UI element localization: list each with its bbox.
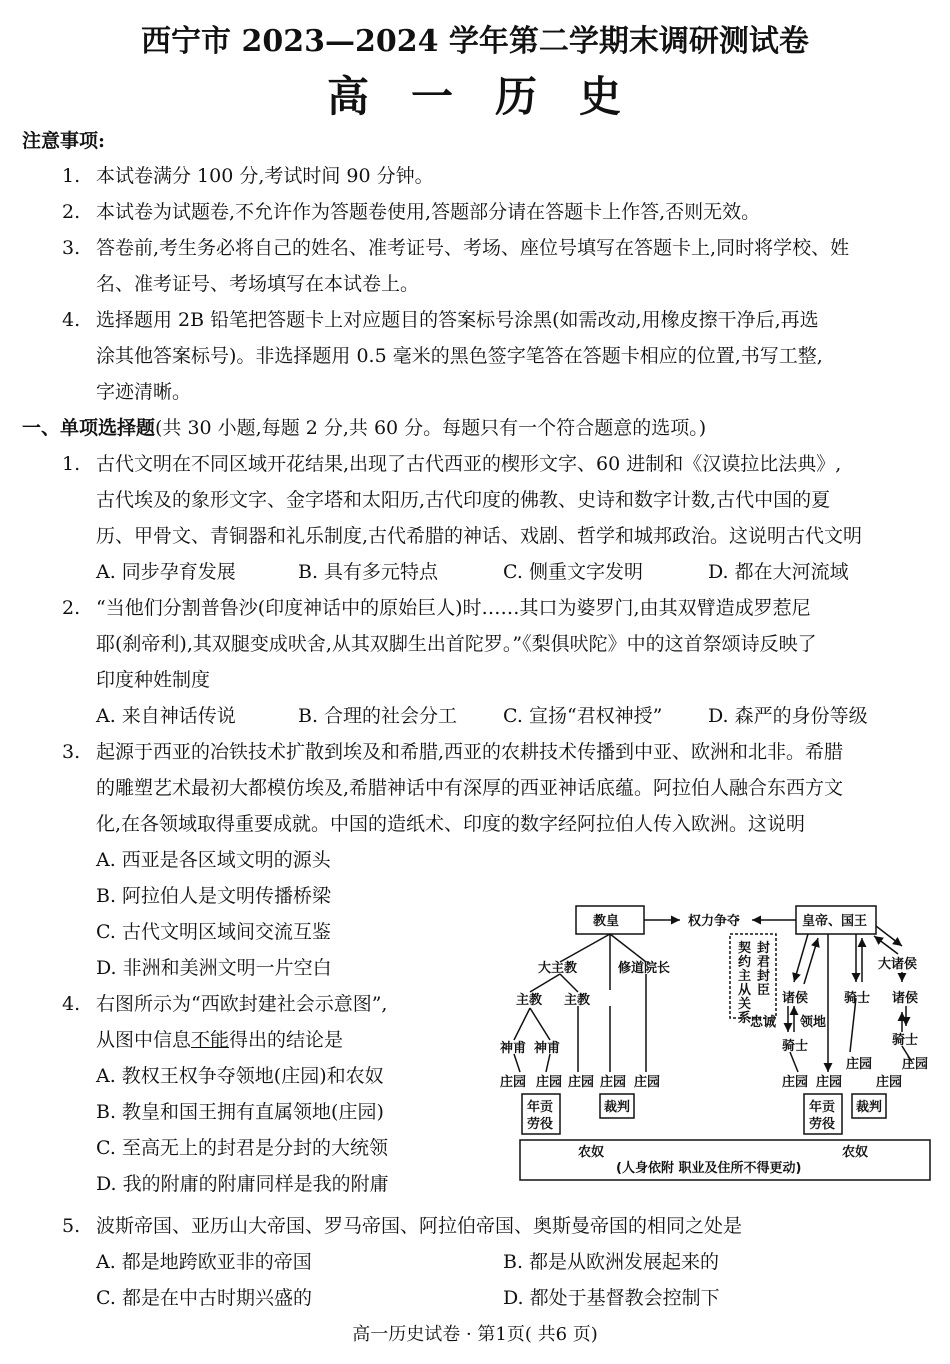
corvee-label: 劳役 — [527, 1117, 554, 1132]
manor-label: 庄园 — [816, 1075, 843, 1090]
option-b: B. 阿拉伯人是文明传播桥梁 — [96, 885, 332, 907]
svg-text:主: 主 — [738, 969, 752, 984]
judgment-label: 裁判 — [604, 1100, 631, 1115]
priest-label: 神甫 — [534, 1041, 561, 1056]
option-d: D. 森严的身份等级 — [708, 705, 868, 727]
tribute-label: 年贡 — [527, 1100, 554, 1115]
knight-label: 骑士 — [782, 1039, 809, 1054]
power-struggle-label: 权力争夺 — [688, 914, 741, 929]
serf-label: 农奴 — [842, 1145, 869, 1160]
tree-line — [610, 934, 646, 962]
vassal-arrow — [794, 934, 808, 982]
notice-item-cont: 名、准考证号、考场填写在本试卷上。 — [96, 273, 420, 295]
svg-text:契: 契 — [738, 941, 752, 956]
lord-label: 诸侯 — [892, 991, 919, 1006]
svg-text:关: 关 — [738, 997, 752, 1012]
tree-line — [530, 974, 560, 992]
notice-item: 3. 答卷前,考生务必将自己的姓名、准考证号、考场、座位号填写在答题卡上,同时将学校、姓 — [62, 237, 850, 259]
option-d: D. 非洲和美洲文明一片空白 — [96, 957, 332, 979]
question-4: 4. 右图所示为“西欧封建社会示意图”, — [62, 993, 388, 1015]
option-c: C. 古代文明区域间交流互鉴 — [96, 921, 331, 943]
option-a: A. 同步孕育发展 — [96, 561, 236, 583]
page-footer: 高一历史试卷 · 第1页( 共6 页) — [352, 1324, 598, 1345]
question-1: 1. 古代文明在不同区域开花结果,出现了古代西亚的楔形文字、60 进制和《汉谟拉比法典》, — [62, 453, 842, 475]
tree-line — [514, 1054, 520, 1072]
question-3: 3. 起源于西亚的冶铁技术扩散到埃及和希腊,西亚的农耕技术传播到中亚、欧洲和北非。希腊 — [62, 741, 844, 763]
big-lord-arrow — [874, 936, 898, 954]
manor-label: 庄园 — [902, 1057, 929, 1072]
tree-line — [850, 998, 856, 1052]
option-b: B. 合理的社会分工 — [298, 705, 458, 727]
manor-label: 庄园 — [846, 1057, 873, 1072]
question-line: 化,在各领域取得重要成就。中国的造纸术、印度的数字经阿拉伯人传入欧洲。这说明 — [96, 813, 806, 835]
option-b: B. 教皇和国王拥有直属领地(庄园) — [96, 1101, 384, 1123]
option-a: A. 教权王权争夺领地(庄园)和农奴 — [96, 1065, 384, 1087]
loyalty-label: 忠诚 — [750, 1015, 777, 1030]
manor-label: 庄园 — [634, 1075, 661, 1090]
notice-heading: 注意事项: — [22, 130, 106, 152]
knight-label: 骑士 — [892, 1033, 919, 1048]
bishop-label: 主教 — [564, 993, 591, 1008]
question-line: 印度种姓制度 — [96, 669, 211, 691]
manor-label: 庄园 — [568, 1075, 595, 1090]
option-c: C. 侧重文字发明 — [503, 561, 643, 583]
tree-line — [560, 974, 578, 992]
lord-label: 诸侯 — [782, 991, 809, 1006]
tree-line — [514, 1008, 530, 1040]
svg-text:封: 封 — [757, 969, 771, 984]
subject-title: 高一历史 — [326, 72, 663, 121]
svg-text:约: 约 — [738, 955, 752, 970]
question-line: 历、甲骨文、青铜器和礼乐制度,古代希腊的神话、戏剧、哲学和城邦政治。这说明古代文明 — [96, 525, 863, 547]
section-heading: 一、单项选择题(共 30 小题,每题 2 分,共 60 分。每题只有一个符合题意的选项。) — [22, 417, 707, 439]
big-lord-label: 大诸侯 — [878, 957, 918, 972]
option-a: A. 来自神话传说 — [96, 705, 236, 727]
exam-title: 西宁市 2023—2024 学年第二学期末调研测试卷 — [141, 24, 809, 59]
notice-item: 2. 本试卷为试题卷,不允许作为答题卷使用,答题部分请在答题卡上作答,否则无效。 — [62, 201, 761, 223]
notice-item-cont: 字迹清晰。 — [96, 381, 192, 403]
option-c: C. 至高无上的封君是分封的大统领 — [96, 1137, 388, 1159]
svg-text:系: 系 — [738, 1011, 752, 1026]
svg-text:从: 从 — [738, 983, 752, 998]
manor-label: 庄园 — [600, 1075, 627, 1090]
option-c: C. 宣扬“君权神授” — [503, 705, 663, 727]
serf-label: 农奴 — [578, 1145, 605, 1160]
option-c: C. 都是在中古时期兴盛的 — [96, 1287, 312, 1309]
svg-text:君: 君 — [757, 955, 771, 970]
notice-item-cont: 涂其他答案标号)。非选择题用 0.5 毫米的黑色签字笔答在答题卡相应的位置,书写工整, — [96, 345, 823, 367]
notice-item: 4. 选择题用 2B 铅笔把答题卡上对应题目的答案标号涂黑(如需改动,用橡皮擦干净后,再选 — [62, 309, 819, 331]
manor-label: 庄园 — [500, 1075, 527, 1090]
bishop-label: 主教 — [516, 993, 543, 1008]
question-2: 2. “当他们分割普鲁沙(印度神话中的原始巨人)时……其口为婆罗门,由其双臂造成罗惹尼 — [62, 597, 811, 619]
judgment-label: 裁判 — [856, 1100, 883, 1115]
question-line: 古代埃及的象形文字、金字塔和太阳历,古代印度的佛教、史诗和数字计数,古代中国的夏 — [96, 489, 831, 511]
knight-label: 骑士 — [844, 991, 871, 1006]
svg-text:臣: 臣 — [757, 983, 771, 998]
tree-line — [530, 1008, 550, 1040]
tree-line — [546, 1054, 550, 1072]
option-d: D. 都处于基督教会控制下 — [503, 1287, 720, 1309]
serf-note: (人身依附 职业及住所不得更动) — [616, 1161, 802, 1176]
option-d: D. 我的附庸的附庸同样是我的附庸 — [96, 1173, 389, 1195]
notice-item: 1. 本试卷满分 100 分,考试时间 90 分钟。 — [62, 165, 434, 187]
fief-label: 领地 — [800, 1015, 827, 1030]
question-line: 从图中信息不能得出的结论是 — [96, 1029, 344, 1051]
manor-label: 庄园 — [876, 1075, 903, 1090]
svg-text:封: 封 — [757, 941, 771, 956]
archbishop-label: 大主教 — [538, 961, 578, 976]
option-b: B. 都是从欧洲发展起来的 — [503, 1251, 720, 1273]
vassal-arrow — [804, 938, 818, 984]
manor-label: 庄园 — [782, 1075, 809, 1090]
option-d: D. 都在大河流域 — [708, 561, 849, 583]
pope-label: 教皇 — [593, 914, 620, 929]
tree-line — [790, 1052, 798, 1072]
feudal-society-diagram — [498, 882, 936, 1186]
corvee-label: 劳役 — [809, 1117, 836, 1132]
big-lord-arrow — [876, 926, 902, 946]
question-line: 耶(刹帝利),其双腿变成吠舍,从其双脚生出首陀罗。”《梨俱吠陀》中的这首祭颂诗反映了 — [96, 633, 817, 655]
tribute-label: 年贡 — [809, 1100, 836, 1115]
option-a: A. 都是地跨欧亚非的帝国 — [96, 1251, 312, 1273]
question-line: 的雕塑艺术最初大都模仿埃及,希腊神话中有深厚的西亚神话底蕴。阿拉伯人融合东西方文 — [96, 777, 844, 799]
priest-label: 神甫 — [500, 1041, 527, 1056]
manor-label: 庄园 — [536, 1075, 563, 1090]
option-a: A. 西亚是各区域文明的源头 — [96, 849, 331, 871]
option-b: B. 具有多元特点 — [298, 561, 439, 583]
emperor-label: 皇帝、国王 — [802, 914, 868, 929]
tree-line — [560, 934, 610, 962]
abbot-label: 修道院长 — [618, 961, 671, 976]
question-5: 5. 波斯帝国、亚历山大帝国、罗马帝国、阿拉伯帝国、奥斯曼帝国的相同之处是 — [62, 1215, 743, 1237]
contract-text — [738, 940, 770, 1026]
